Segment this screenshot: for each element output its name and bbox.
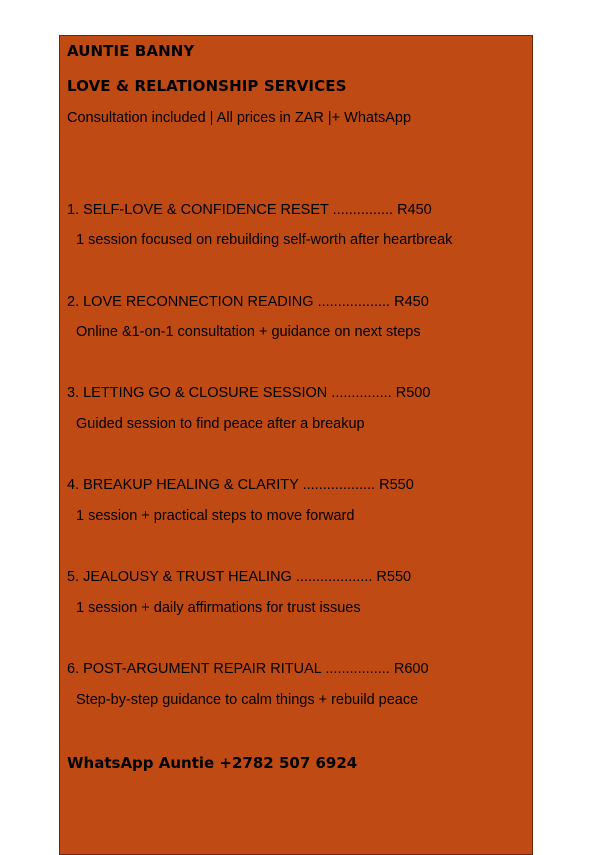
page-title: LOVE & RELATIONSHIP SERVICES xyxy=(67,77,347,95)
whatsapp-contact: WhatsApp Auntie +2782 507 6924 xyxy=(67,754,358,772)
service-3-description: Guided session to find peace after a breakup xyxy=(76,416,365,432)
service-5-description: 1 session + daily affirmations for trust issues xyxy=(76,600,361,616)
service-6-description: Step-by-step guidance to calm things + rebuild peace xyxy=(76,692,419,708)
pricing-note: Consultation included | All prices in ZAR |+ WhatsApp xyxy=(67,110,412,126)
service-6-name: 6. POST-ARGUMENT REPAIR RITUAL ................ R600 xyxy=(67,661,429,677)
service-1-name: 1. SELF-LOVE & CONFIDENCE RESET ............... R450 xyxy=(67,202,432,218)
service-4-name: 4. BREAKUP HEALING & CLARITY .................. R550 xyxy=(67,477,414,493)
service-3-name: 3. LETTING GO & CLOSURE SESSION ............... R500 xyxy=(67,385,431,401)
service-2-name: 2. LOVE RECONNECTION READING .................. R450 xyxy=(67,294,429,310)
business-name: AUNTIE BANNY xyxy=(67,42,195,60)
service-2-description: Online &1-on-1 consultation + guidance on next steps xyxy=(76,324,421,340)
service-4-description: 1 session + practical steps to move forward xyxy=(76,508,355,524)
service-5-name: 5. JEALOUSY & TRUST HEALING ................... R550 xyxy=(67,569,412,585)
service-1-description: 1 session focused on rebuilding self-worth after heartbreak xyxy=(76,232,453,248)
document-page xyxy=(59,35,533,855)
